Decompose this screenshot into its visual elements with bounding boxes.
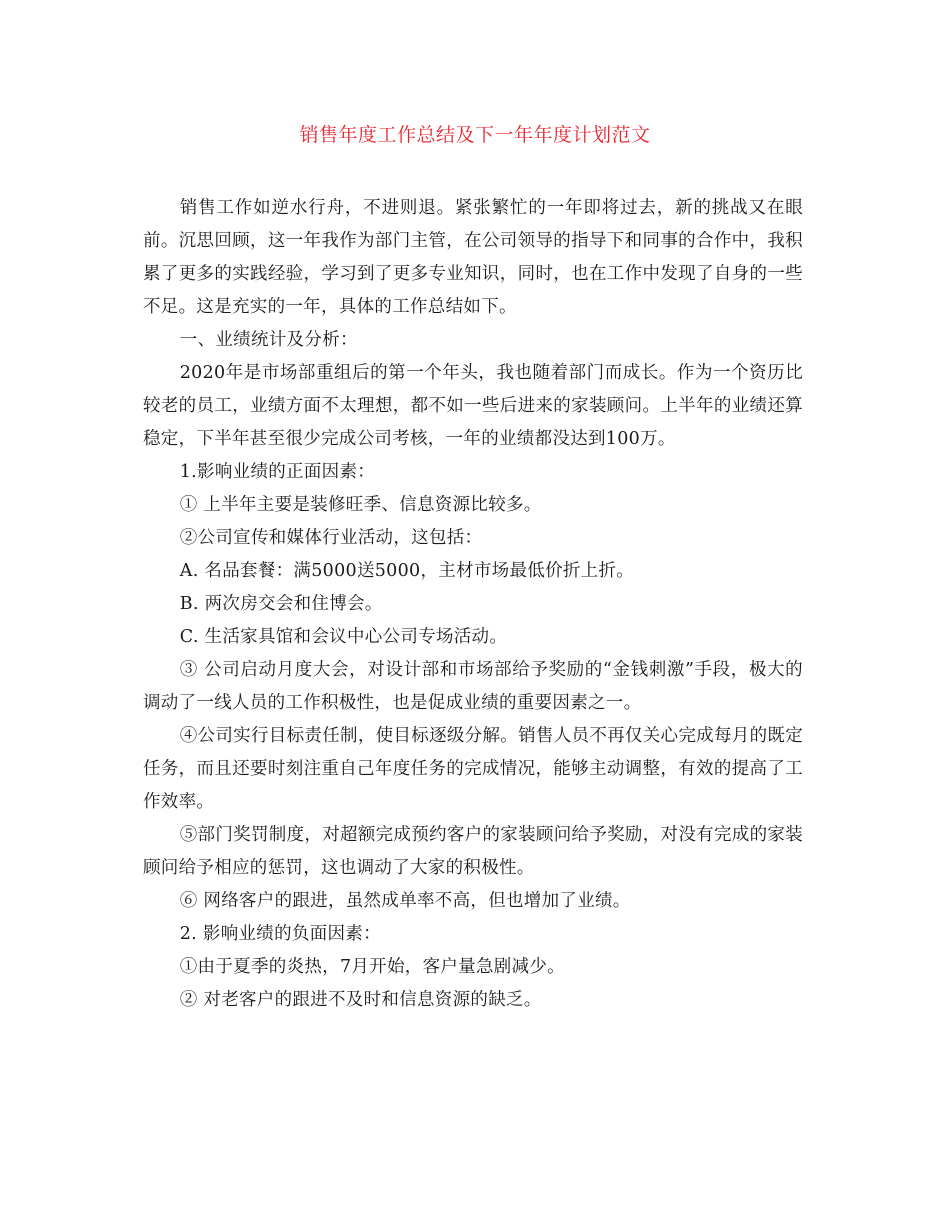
subheading-negative-factors: 2. 影响业绩的负面因素： — [179, 924, 381, 944]
paragraph-performance-summary: 2020年是市场部重组后的第一个年头，我也随着部门而成长。作为一个资历比较老的员工，业绩方面不太理想，都不如一些后进来的家装顾问。上半年的业绩还算稳定，下半年甚至很少完成公司考核，一年的业绩都没达到100万。 — [143, 363, 803, 449]
list-subitem-a: A. 名品套餐：满5000送5000，主材市场最低价折上折。 — [179, 561, 635, 581]
document-title: 销售年度工作总结及下一年年度计划范文 — [299, 124, 651, 146]
list-item-positive-3: ③ 公司启动月度大会，对设计部和市场部给予奖励的“金钱刺激”手段，极大的调动了一线人员的工作积极性，也是促成业绩的重要因素之一。 — [143, 660, 803, 713]
list-subitem-c: C. 生活家具馆和会议中心公司专场活动。 — [179, 627, 508, 647]
list-item-positive-6: ⑥ 网络客户的跟进，虽然成单率不高，但也增加了业绩。 — [179, 891, 631, 911]
list-subitem-b: B. 两次房交会和住博会。 — [179, 594, 383, 614]
subheading-positive-factors: 1.影响业绩的正面因素： — [179, 462, 376, 482]
document-body — [143, 192, 803, 1017]
list-item-positive-2: ②公司宣传和媒体行业活动，这包括： — [179, 528, 483, 548]
section-heading-performance: 一、业绩统计及分析： — [179, 330, 358, 350]
list-item-positive-1: ① 上半年主要是装修旺季、信息资源比较多。 — [179, 495, 542, 515]
list-item-positive-5: ⑤部门奖罚制度，对超额完成预约客户的家装顾问给予奖励，对没有完成的家装顾问给予相应的惩罚，这也调动了大家的积极性。 — [143, 825, 803, 878]
list-item-positive-4: ④公司实行目标责任制，使目标逐级分解。销售人员不再仅关心完成每月的既定任务，而且还要时刻注重自己年度任务的完成情况，能够主动调整，有效的提高了工作效率。 — [143, 726, 803, 812]
list-item-negative-2: ② 对老客户的跟进不及时和信息资源的缺乏。 — [179, 990, 542, 1010]
paragraph-intro: 销售工作如逆水行舟，不进则退。紧张繁忙的一年即将过去，新的挑战又在眼前。沉思回顾，这一年我作为部门主管，在公司领导的指导下和同事的合作中，我积累了更多的实践经验，学习到了更多专业知识，同时，也在工作中发现了自身的一些不足。这是充实的一年，具体的工作总结如下。 — [143, 198, 803, 317]
list-item-negative-1: ①由于夏季的炎热，7月开始，客户量急剧减少。 — [179, 957, 565, 977]
